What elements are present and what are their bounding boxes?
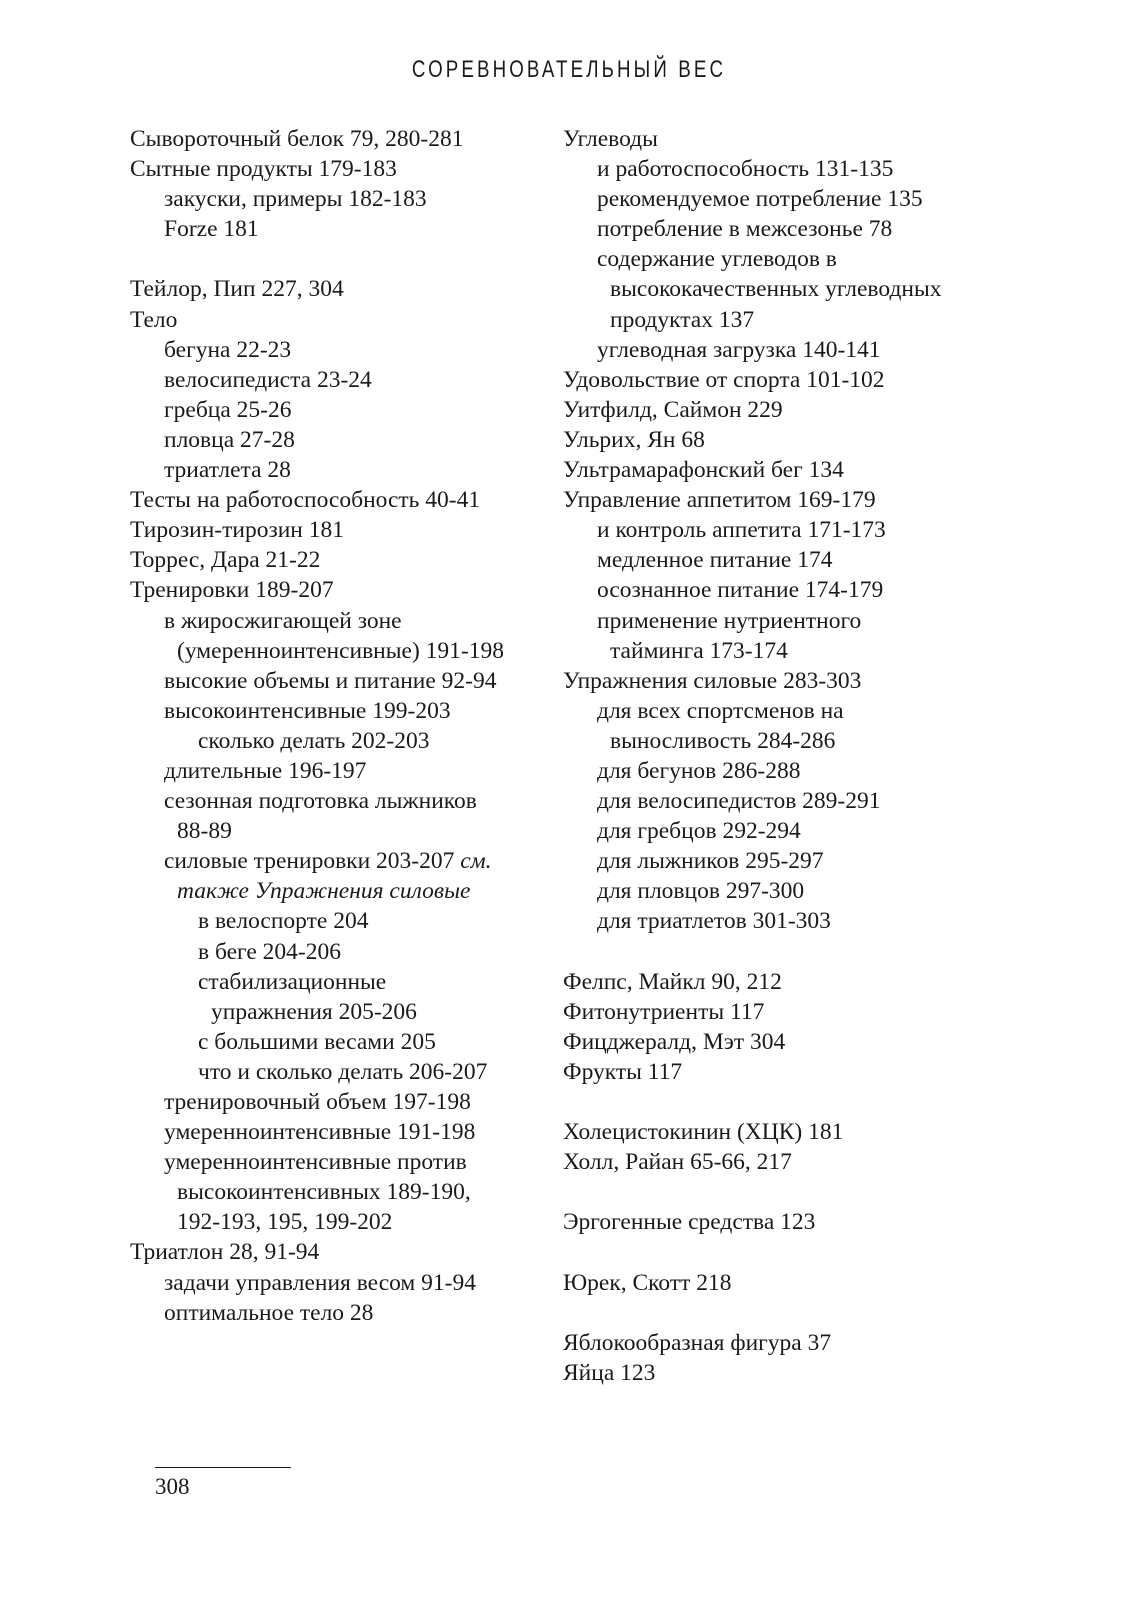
index-entry — [563, 1057, 1023, 1087]
index-entry — [130, 1298, 550, 1328]
index-entry-text: углеводная загрузка 140-141 — [597, 336, 881, 363]
index-entry-text: высокие объемы и питание 92-94 — [164, 667, 497, 694]
index-entry-text: Тесты на работоспособность 40-41 — [130, 487, 481, 514]
index-entry — [130, 1147, 550, 1177]
index-entry — [130, 395, 550, 425]
index-entry-text: что и сколько делать 206-207 — [198, 1058, 488, 1085]
index-entry — [563, 786, 1023, 816]
index-entry — [563, 816, 1023, 846]
index-entry — [130, 1268, 550, 1298]
index-entry-text: сезонная подготовка лыжников — [164, 788, 477, 815]
index-entry-text: Фицджералд, Мэт 304 — [563, 1028, 786, 1055]
index-entry — [563, 365, 1023, 395]
index-entry-text: стабилизационные — [198, 968, 387, 995]
index-entry-text: Юрек, Скотт 218 — [563, 1269, 732, 1296]
index-entry — [563, 726, 1023, 756]
index-entry-text: Тело — [130, 306, 178, 333]
index-entry-text: рекомендуемое потребление 135 — [597, 186, 923, 213]
index-entry-text: упражнения 205-206 — [211, 998, 417, 1025]
index-gap — [563, 1237, 1023, 1267]
index-entry-text: умеренноинтенсивные 191-198 — [164, 1119, 476, 1146]
index-entry — [130, 636, 550, 666]
index-entry — [563, 305, 1023, 335]
index-entry — [563, 515, 1023, 545]
index-gap — [563, 1087, 1023, 1117]
index-entry — [130, 1027, 550, 1057]
index-entry — [130, 1237, 550, 1267]
index-entry — [130, 274, 550, 304]
index-entry-text: для велосипедистов 289-291 — [597, 788, 881, 815]
index-entry-text: Яйца 123 — [563, 1359, 656, 1386]
index-entry — [130, 876, 550, 906]
index-entry — [130, 606, 550, 636]
index-entry-text: с большими весами 205 — [198, 1028, 436, 1055]
index-entry-text: в беге 204-206 — [198, 938, 342, 965]
index-entry — [130, 485, 550, 515]
index-entry-text: Фрукты 117 — [563, 1058, 683, 1085]
index-entry-text: гребца 25-26 — [164, 396, 292, 423]
index-entry — [130, 455, 550, 485]
index-entry — [563, 846, 1023, 876]
index-entry — [563, 1147, 1023, 1177]
index-entry-text: Фитонутриенты 117 — [563, 998, 765, 1025]
index-entry — [563, 967, 1023, 997]
index-entry-text: Яблокообразная фигура 37 — [563, 1329, 832, 1356]
index-entry — [130, 997, 550, 1027]
index-entry-text: умеренноинтенсивные против — [164, 1149, 467, 1176]
index-entry — [563, 636, 1023, 666]
index-gap — [130, 244, 550, 274]
index-entry-text: содержание углеводов в — [597, 246, 837, 273]
index-entry — [130, 937, 550, 967]
index-entry-text: задачи управления весом 91-94 — [164, 1269, 476, 1296]
index-entry — [563, 906, 1023, 936]
index-entry-text: велосипедиста 23-24 — [164, 366, 372, 393]
index-entry-text: Эргогенные средства 123 — [563, 1209, 816, 1236]
index-entry-text: в велоспорте 204 — [198, 908, 369, 935]
index-entry — [130, 545, 550, 575]
index-entry — [130, 1057, 550, 1087]
index-entry — [130, 846, 550, 876]
index-entry-text: для бегунов 286-288 — [597, 757, 801, 784]
index-entry-text: Тирозин-тирозин 181 — [130, 517, 345, 544]
index-entry-text: Холецистокинин (ХЦК) 181 — [563, 1119, 844, 1146]
index-entry-text: 192-193, 195, 199-202 — [177, 1209, 393, 1236]
footer-rule — [155, 1467, 291, 1468]
index-entry-text: оптимальное тело 28 — [164, 1299, 374, 1326]
index-entry-text: Уитфилд, Саймон 229 — [563, 396, 783, 423]
index-entry — [563, 274, 1023, 304]
index-entry-text: для всех спортсменов на — [597, 697, 844, 724]
index-entry — [130, 696, 550, 726]
index-entry-text: силовые тренировки 203-207 — [164, 848, 461, 875]
index-entry-text: Упражнения силовые 283-303 — [563, 667, 862, 694]
index-entry — [563, 395, 1023, 425]
index-entry — [563, 455, 1023, 485]
index-gap — [563, 1177, 1023, 1207]
index-entry — [563, 1358, 1023, 1388]
index-entry — [130, 335, 550, 365]
index-entry-text: Ульрих, Ян 68 — [563, 426, 705, 453]
index-entry — [130, 124, 550, 154]
index-entry-text: тайминга 173-174 — [610, 637, 788, 664]
index-entry — [563, 1027, 1023, 1057]
index-entry-text: Forze 181 — [164, 216, 259, 243]
index-entry — [130, 365, 550, 395]
index-entry-text: Углеводы — [563, 126, 658, 152]
index-entry — [130, 1087, 550, 1117]
index-entry-text: применение нутриентного — [597, 607, 862, 634]
index-entry — [563, 1207, 1023, 1237]
index-entry-text: для триатлетов 301-303 — [597, 908, 831, 935]
index-entry — [563, 696, 1023, 726]
index-entry-text: пловца 27-28 — [164, 426, 295, 453]
index-entry — [563, 335, 1023, 365]
index-entry — [130, 816, 550, 846]
index-entry — [130, 1117, 550, 1147]
index-entry-text: триатлета 28 — [164, 457, 291, 484]
index-column-right — [563, 124, 1023, 1388]
index-entry — [563, 485, 1023, 515]
index-entry-text: сколько делать 202-203 — [198, 727, 430, 754]
index-cross-reference: см. — [460, 848, 492, 875]
running-title: СОРЕВНОВАТЕЛЬНЫЙ ВЕС — [411, 56, 727, 83]
index-entry — [563, 154, 1023, 184]
index-entry-text: для пловцов 297-300 — [597, 878, 805, 905]
index-entry — [130, 756, 550, 786]
index-entry — [130, 1207, 550, 1237]
index-entry-text: медленное питание 174 — [597, 547, 833, 574]
index-entry-text: тренировочный объем 197-198 — [164, 1089, 471, 1115]
index-entry-text: Удовольствие от спорта 101-102 — [563, 366, 885, 393]
index-entry — [563, 606, 1023, 636]
index-entry-text: для гребцов 292-294 — [597, 818, 801, 845]
index-entry — [563, 1328, 1023, 1358]
page-number: 308 — [155, 1474, 190, 1499]
index-gap — [563, 937, 1023, 967]
index-entry-text: и контроль аппетита 171-173 — [597, 517, 886, 544]
index-entry — [563, 184, 1023, 214]
index-entry — [563, 1268, 1023, 1298]
index-entry — [130, 425, 550, 455]
index-entry-text: 88-89 — [177, 818, 232, 845]
index-entry — [130, 786, 550, 816]
index-entry — [563, 876, 1023, 906]
index-entry-text: (умеренноинтенсивные) 191-198 — [177, 637, 505, 664]
index-cross-reference: также Упражнения силовые — [177, 878, 471, 905]
index-entry — [563, 997, 1023, 1027]
index-entry-text: Ультрамарафонский бег 134 — [563, 457, 844, 484]
index-entry-text: продуктах 137 — [610, 306, 755, 333]
index-entry-text: и работоспособность 131-135 — [597, 156, 894, 183]
index-entry-text: высококачественных углеводных — [610, 276, 942, 303]
index-entry-text: высокоинтенсивных 189-190, — [177, 1179, 471, 1206]
index-entry — [130, 1177, 550, 1207]
index-entry — [130, 575, 550, 605]
index-entry-text: бегуна 22-23 — [164, 336, 292, 363]
index-entry-text: Триатлон 28, 91-94 — [130, 1239, 320, 1266]
index-entry — [130, 154, 550, 184]
index-entry — [130, 184, 550, 214]
index-entry — [563, 545, 1023, 575]
index-entry — [563, 1117, 1023, 1147]
index-entry — [563, 214, 1023, 244]
index-entry — [563, 124, 1023, 154]
index-entry — [130, 726, 550, 756]
index-entry — [130, 214, 550, 244]
index-entry-text: закуски, примеры 182-183 — [164, 186, 427, 213]
index-entry-text: Фелпс, Майкл 90, 212 — [563, 968, 782, 995]
index-entry — [130, 666, 550, 696]
index-entry — [563, 575, 1023, 605]
index-entry-text: Тренировки 189-207 — [130, 577, 334, 604]
index-entry-text: Тейлор, Пип 227, 304 — [130, 276, 344, 303]
index-entry-text: Сытные продукты 179-183 — [130, 156, 397, 183]
index-entry-text: Холл, Райан 65-66, 217 — [563, 1149, 792, 1176]
index-entry-text: Управление аппетитом 169-179 — [563, 487, 876, 514]
index-entry-text: длительные 196-197 — [164, 757, 367, 784]
index-entry — [130, 906, 550, 936]
index-entry-text: высокоинтенсивные 199-203 — [164, 697, 451, 724]
index-entry — [130, 305, 550, 335]
index-entry-text: в жиросжигающей зоне — [164, 607, 402, 634]
index-entry-text: осознанное питание 174-179 — [597, 577, 884, 604]
index-entry-text: для лыжников 295-297 — [597, 848, 824, 875]
index-entry — [563, 244, 1023, 274]
index-entry — [563, 425, 1023, 455]
index-entry — [563, 756, 1023, 786]
index-column-left — [130, 124, 550, 1328]
index-gap — [563, 1298, 1023, 1328]
index-entry — [563, 666, 1023, 696]
index-entry-text: выносливость 284-286 — [610, 727, 836, 754]
index-entry — [130, 967, 550, 997]
index-entry-text: Сывороточный белок 79, 280-281 — [130, 126, 464, 152]
index-entry-text: Торрес, Дара 21-22 — [130, 547, 321, 574]
index-entry-text: потребление в межсезонье 78 — [597, 216, 893, 243]
index-entry — [130, 515, 550, 545]
